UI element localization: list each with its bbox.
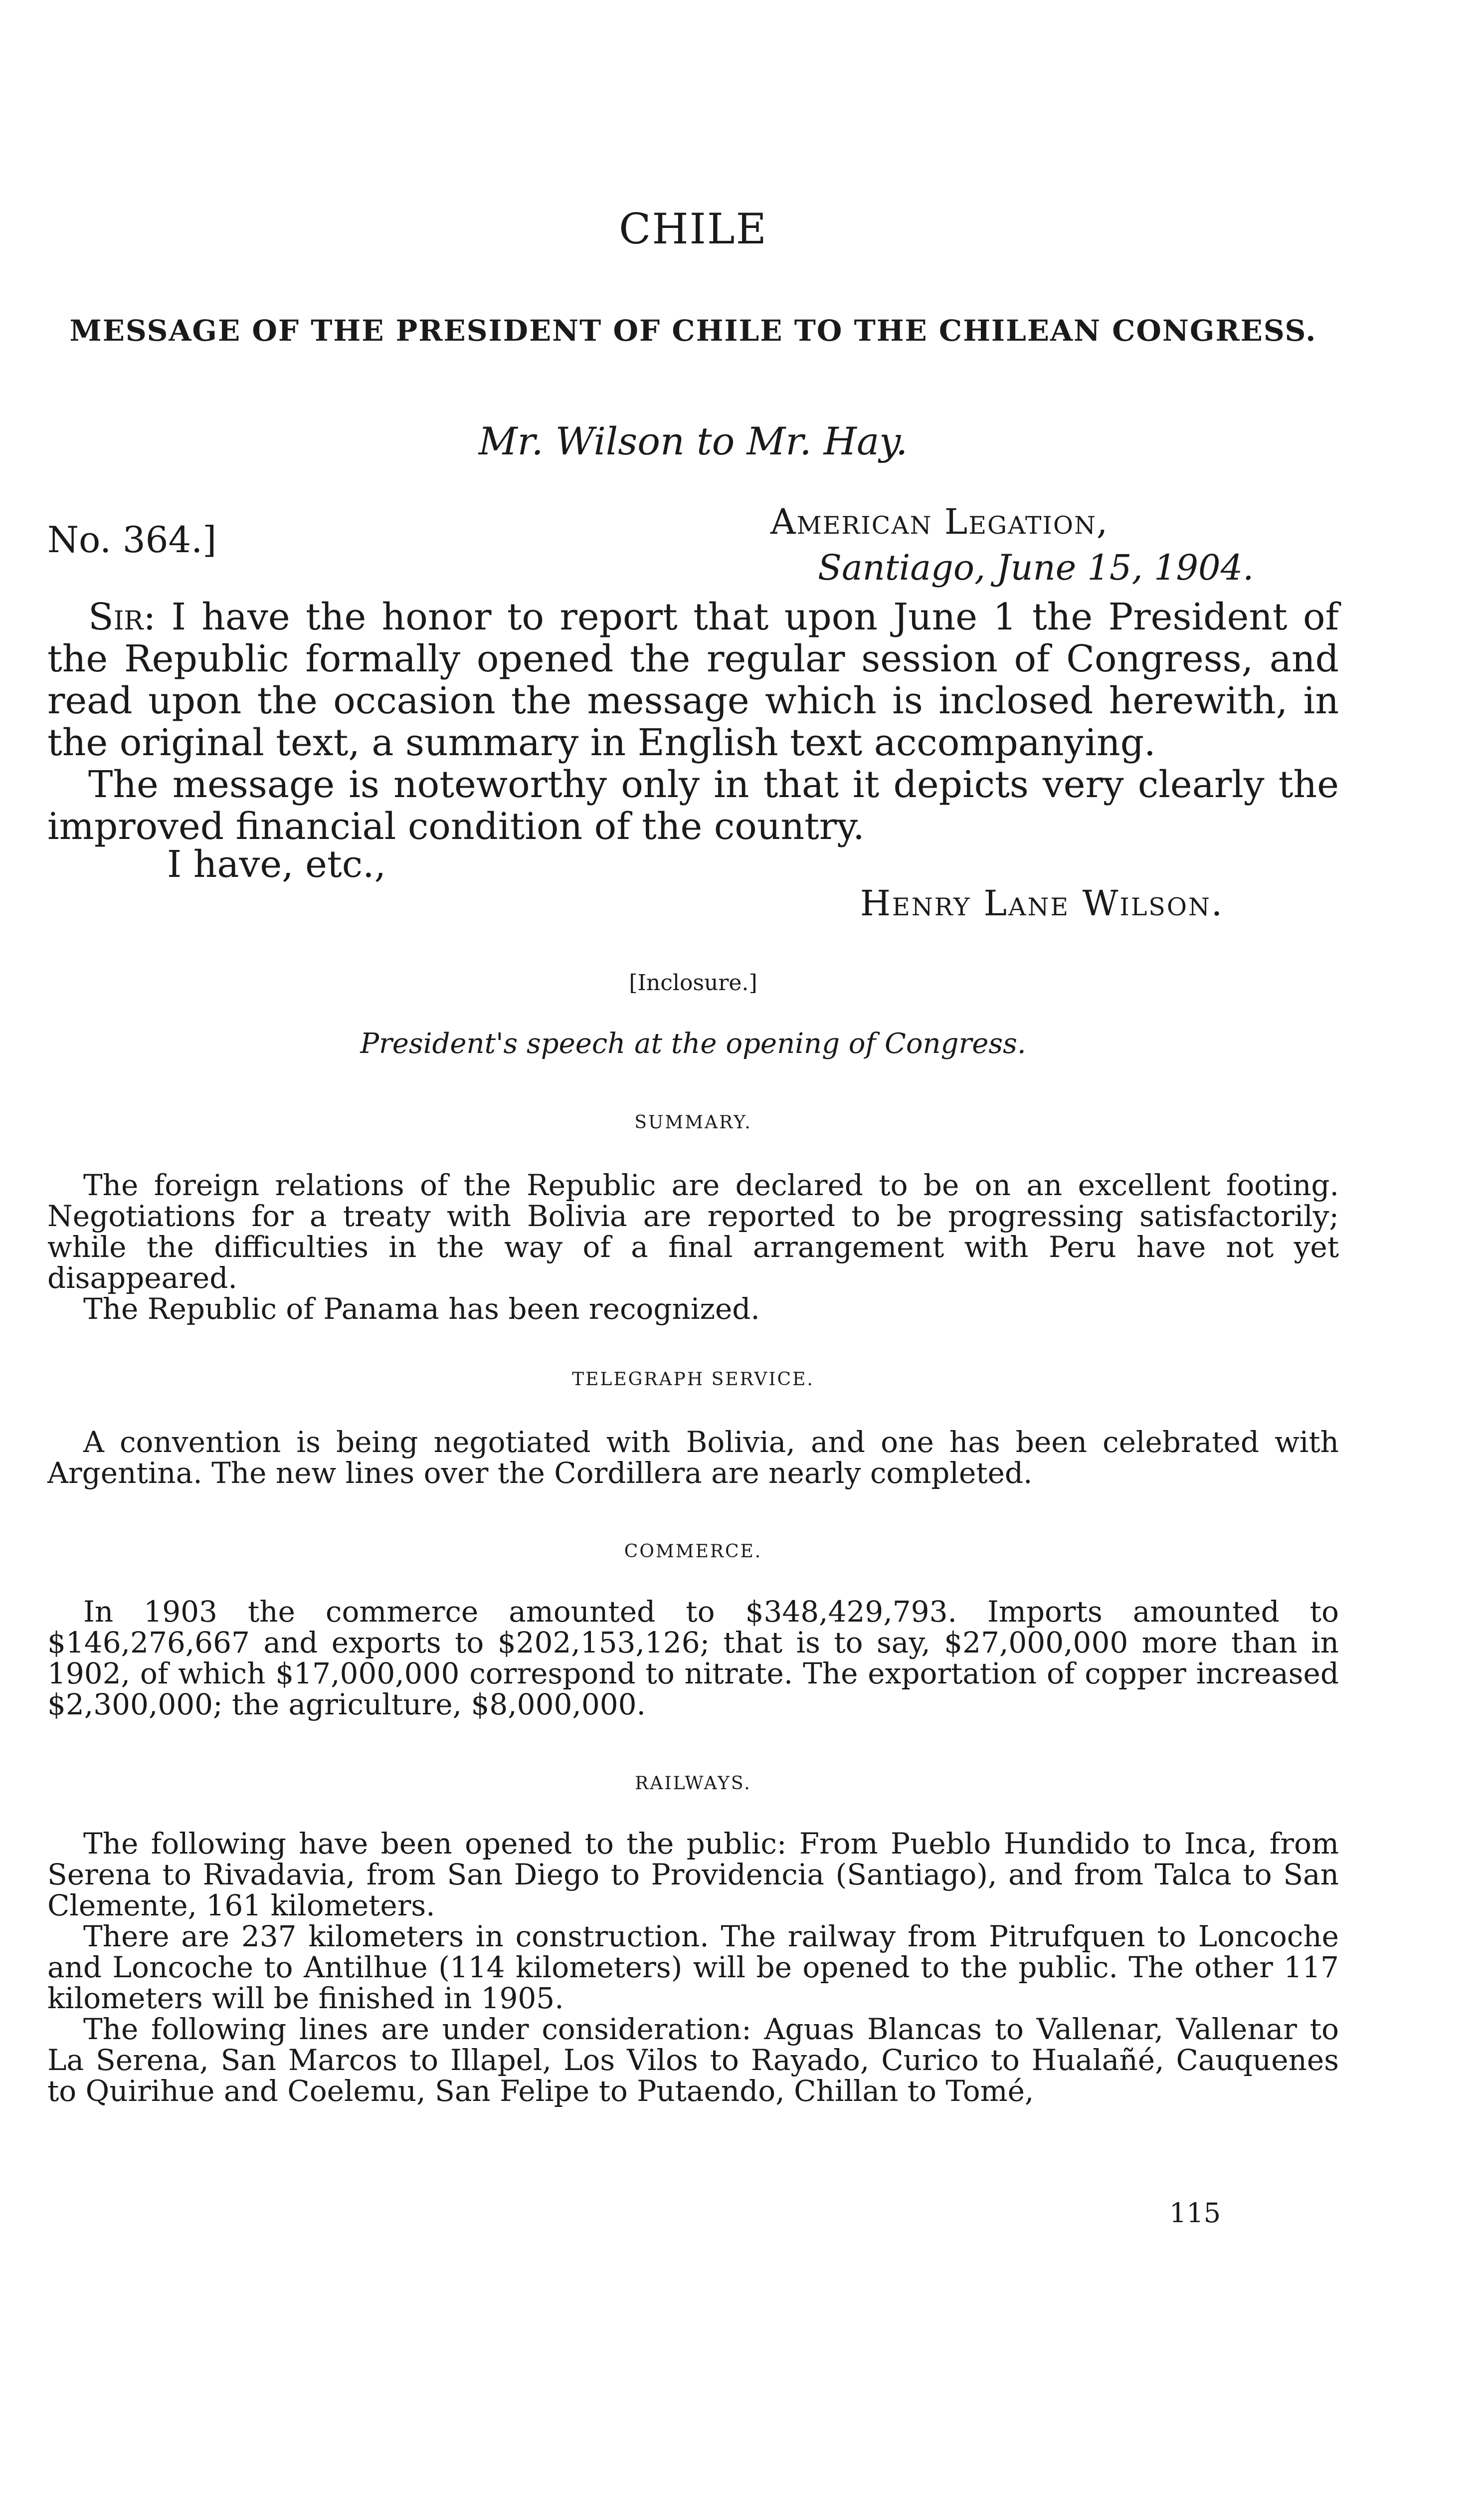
section-paragraph: There are 237 kilometers in construction. The railway from Pitrufquen to Loncoche and Loncoche to Antilhue (114 kilometers) will be opened to the public. The other 117 kilometers will be finished in 1905. xyxy=(47,1919,1339,2015)
letter-salutation: Mr. Wilson to Mr. Hay. xyxy=(478,419,908,463)
section-heading-summary: SUMMARY. xyxy=(634,1112,752,1133)
letter-body xyxy=(47,596,1339,847)
letter-paragraph: The message is noteworthy only in that it depicts very clearly the improved financial condition of the country. xyxy=(47,763,1339,848)
speech-title: President's speech at the opening of Congress. xyxy=(360,1028,1026,1060)
inclosure-label: [Inclosure.] xyxy=(629,970,757,996)
section-paragraph: A convention is being negotiated with Bolivia, and one has been celebrated with Argentina. The new lines over the Cordillera are nearly completed. xyxy=(47,1425,1339,1490)
section-body-commerce xyxy=(47,1596,1339,1720)
legation-block xyxy=(770,499,1254,591)
section-body-railways xyxy=(47,1828,1339,2106)
section-paragraph: In 1903 the commerce amounted to $348,429,793. Imports amounted to $146,276,667 and exports to $202,153,126; that is to say, $27,000,000 more than in 1902, of which $17,000,000 correspond to nitrate. The exportation of copper increased $2,300,000; the agriculture, $8,000,000. xyxy=(47,1595,1339,1721)
letter-close: I have, etc., xyxy=(167,843,386,886)
section-heading-railways: RAILWAYS. xyxy=(635,1773,751,1794)
section-body-telegraph xyxy=(47,1427,1339,1488)
letter-paragraph xyxy=(47,596,1339,764)
section-paragraph: The foreign relations of the Republic are declared to be on an excellent footing. Negotiations for a treaty with Bolivia are reported to be progressing satisfactorily; while the difficulties in the way of a final arrangement with Peru have not yet disappeared. xyxy=(47,1168,1339,1295)
section-paragraph: The following lines are under consideration: Aguas Blancas to Vallenar, Vallenar to La Serena, San Marcos to Illapel, Los Vilos to Rayado, Curico to Hualañé, Cauquenes to Quirihue and Coelemu, San Felipe to Putaendo, Chillan to Tomé, xyxy=(47,2012,1339,2108)
country-title: CHILE xyxy=(619,205,767,253)
document-number: No. 364.] xyxy=(47,519,217,561)
section-paragraph: The following have been opened to the public: From Pueblo Hundido to Inca, from Serena to Rivadavia, from San Diego to Providencia (Santiago), and from Talca to San Clemente, 161 kilometers. xyxy=(47,1827,1339,1922)
letter-signature: Henry Lane Wilson. xyxy=(860,883,1224,924)
legation-name: American Legation, xyxy=(770,501,1109,542)
legation-date: Santiago, June 15, 1904. xyxy=(818,547,1254,588)
section-heading-commerce: COMMERCE. xyxy=(624,1541,762,1562)
section-body-summary xyxy=(47,1170,1339,1324)
page-number: 115 xyxy=(1169,2197,1221,2229)
document-page xyxy=(47,0,1339,2494)
letter-paragraph-text: : I have the honor to report that upon June 1 the President of the Republic formally opened the regular session of Congress, and read upon the occasion the message which is inclosed herewith, in the original text, a summary in English text accompanying. xyxy=(47,596,1339,764)
letter-sir: Sir xyxy=(88,596,144,638)
section-paragraph: The Republic of Panama has been recognized. xyxy=(83,1292,760,1326)
section-heading-telegraph: TELEGRAPH SERVICE. xyxy=(572,1369,814,1390)
message-heading: MESSAGE OF THE PRESIDENT OF CHILE TO THE CHILEAN CONGRESS. xyxy=(69,314,1317,348)
